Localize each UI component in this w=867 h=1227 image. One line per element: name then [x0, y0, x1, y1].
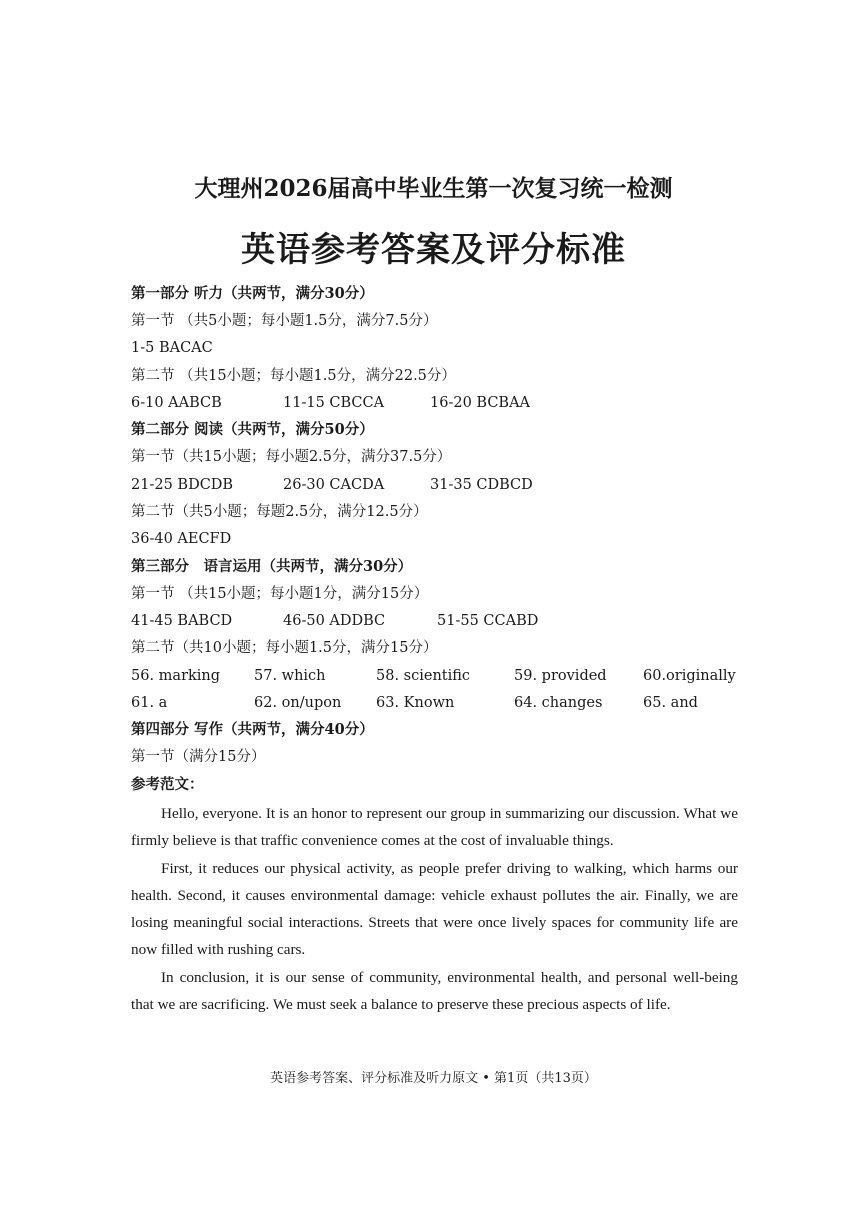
fill-answer: 57. which	[254, 668, 326, 684]
part2-section2-answers: 36-40 AECFD	[131, 531, 232, 547]
answer-group: 31-35 CDBCD	[430, 477, 533, 493]
sample-essay-label: 参考范文：	[131, 776, 204, 793]
answer-group: 26-30 CACDA	[283, 477, 385, 493]
fill-answer: 59. provided	[514, 668, 607, 684]
part1-section1-answers: 1-5 BACAC	[131, 340, 213, 356]
essay-paragraph: First, it reduces our physical activity, as people prefer driving to walking, which harms our health. Second, it causes environmental damage: vehicle exhaust pollutes the air. Finally, we are losing meaningful social interactions. Streets that were once lively spaces for community life are now filled with rushing cars.	[131, 859, 738, 959]
exam-title: 大理州2026届高中毕业生第一次复习统一检测	[194, 175, 673, 202]
fill-answer: 61. a	[131, 695, 168, 711]
essay-paragraph: In conclusion, it is our sense of community, environmental health, and personal well-being that we are sacrificing. We must seek a balance to preserve these precious aspects of life.	[131, 968, 738, 1014]
part3-section2-heading: 第二节（共10小题；每小题1.5分，满分15分）	[131, 640, 438, 656]
part2-section1-heading: 第一节（共15小题；每小题2.5分，满分37.5分）	[131, 449, 452, 465]
fill-answer: 60.originally	[643, 668, 736, 684]
essay-paragraph: Hello, everyone. It is an honor to represent our group in summarizing our discussion. What we firmly believe is that traffic convenience comes at the cost of invaluable things.	[131, 805, 738, 850]
part4-section1-heading: 第一节（满分15分）	[131, 749, 266, 765]
part4-heading: 第四部分 写作（共两节，满分40分）	[131, 721, 374, 738]
fill-answer: 64. changes	[514, 695, 603, 711]
part2-section2-heading: 第二节（共5小题；每题2.5分，满分12.5分）	[131, 504, 428, 520]
page-footer: 英语参考答案、评分标准及听力原文 • 第1页（共13页）	[270, 1071, 597, 1086]
answer-group: 46-50 ADDBC	[283, 613, 386, 629]
part3-heading: 第三部分 语言运用（共两节，满分30分）	[131, 558, 413, 575]
answer-group: 16-20 BCBAA	[430, 395, 531, 411]
fill-answer: 58. scientific	[376, 668, 471, 684]
sample-essay	[131, 800, 738, 1018]
answer-group: 41-45 BABCD	[131, 613, 233, 629]
part1-heading: 第一部分 听力（共两节，满分30分）	[131, 285, 374, 302]
fill-answer: 65. and	[643, 695, 698, 711]
part1-section1-heading: 第一节 （共5小题；每小题1.5分，满分7.5分）	[131, 313, 438, 329]
fill-answer: 56. marking	[131, 668, 221, 684]
part3-section1-heading: 第一节 （共15小题；每小题1分，满分15分）	[131, 586, 429, 602]
answer-group: 51-55 CCABD	[437, 613, 539, 629]
part2-heading: 第二部分 阅读（共两节，满分50分）	[131, 421, 374, 438]
answer-group: 21-25 BDCDB	[131, 477, 234, 493]
fill-answer: 63. Known	[376, 695, 455, 711]
part1-section2-heading: 第二节 （共15小题；每小题1.5分，满分22.5分）	[131, 368, 456, 384]
answer-group: 6-10 AABCB	[131, 395, 222, 411]
answer-group: 11-15 CBCCA	[283, 395, 385, 411]
fill-answer: 62. on/upon	[254, 695, 342, 711]
document-title: 英语参考答案及评分标准	[241, 230, 626, 270]
